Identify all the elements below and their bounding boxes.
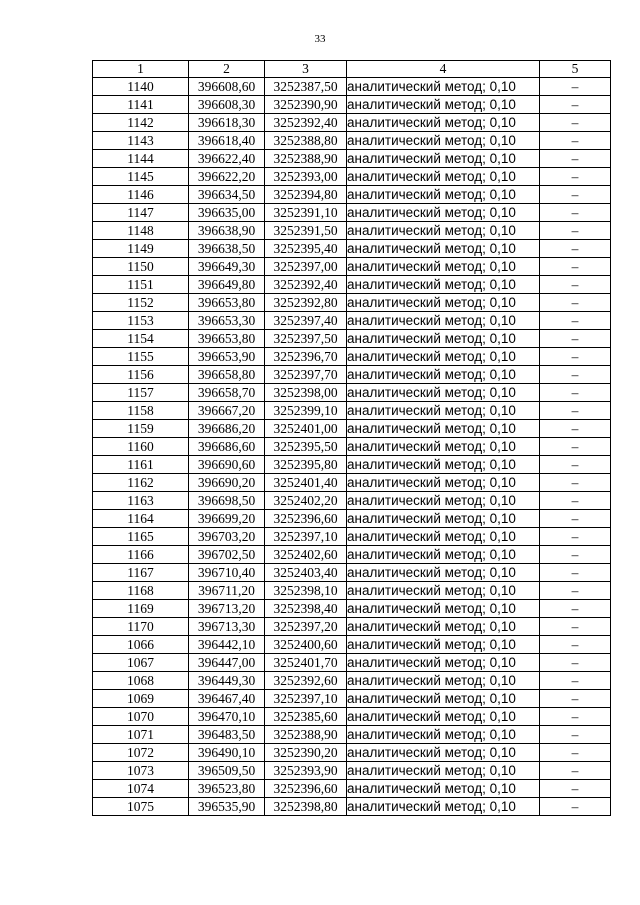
point-number-cell: 1158 [93, 402, 189, 420]
method-accuracy-cell: аналитический метод; 0,10 [347, 798, 540, 816]
method-accuracy-cell: аналитический метод; 0,10 [347, 114, 540, 132]
table-row [93, 618, 611, 636]
x-coordinate-cell: 396490,10 [189, 744, 265, 762]
note-cell: – [540, 420, 611, 438]
x-coordinate-cell: 396658,70 [189, 384, 265, 402]
note-cell: – [540, 492, 611, 510]
table-row [93, 240, 611, 258]
method-accuracy-cell: аналитический метод; 0,10 [347, 384, 540, 402]
method-accuracy-cell: аналитический метод; 0,10 [347, 654, 540, 672]
x-coordinate-cell: 396638,90 [189, 222, 265, 240]
method-accuracy-cell: аналитический метод; 0,10 [347, 672, 540, 690]
x-coordinate-cell: 396690,20 [189, 474, 265, 492]
table-row [93, 402, 611, 420]
note-cell: – [540, 546, 611, 564]
note-cell: – [540, 132, 611, 150]
method-accuracy-cell: аналитический метод; 0,10 [347, 132, 540, 150]
column-header-4: 4 [347, 61, 540, 78]
page-number: 33 [314, 33, 326, 45]
y-coordinate-cell: 3252401,70 [265, 654, 347, 672]
note-cell: – [540, 654, 611, 672]
x-coordinate-cell: 396667,20 [189, 402, 265, 420]
table-row [93, 582, 611, 600]
table-row [93, 222, 611, 240]
x-coordinate-cell: 396698,50 [189, 492, 265, 510]
y-coordinate-cell: 3252388,80 [265, 132, 347, 150]
table-row [93, 600, 611, 618]
point-number-cell: 1161 [93, 456, 189, 474]
y-coordinate-cell: 3252397,40 [265, 312, 347, 330]
point-number-cell: 1141 [93, 96, 189, 114]
x-coordinate-cell: 396702,50 [189, 546, 265, 564]
y-coordinate-cell: 3252397,10 [265, 690, 347, 708]
table-row [93, 672, 611, 690]
method-accuracy-cell: аналитический метод; 0,10 [347, 600, 540, 618]
point-number-cell: 1154 [93, 330, 189, 348]
point-number-cell: 1144 [93, 150, 189, 168]
table-row [93, 420, 611, 438]
y-coordinate-cell: 3252392,80 [265, 294, 347, 312]
point-number-cell: 1071 [93, 726, 189, 744]
point-number-cell: 1156 [93, 366, 189, 384]
point-number-cell: 1159 [93, 420, 189, 438]
method-accuracy-cell: аналитический метод; 0,10 [347, 312, 540, 330]
x-coordinate-cell: 396467,40 [189, 690, 265, 708]
method-accuracy-cell: аналитический метод; 0,10 [347, 276, 540, 294]
x-coordinate-cell: 396686,20 [189, 420, 265, 438]
method-accuracy-cell: аналитический метод; 0,10 [347, 204, 540, 222]
note-cell: – [540, 726, 611, 744]
y-coordinate-cell: 3252388,90 [265, 726, 347, 744]
coordinates-table [92, 60, 611, 816]
table-row [93, 258, 611, 276]
note-cell: – [540, 690, 611, 708]
x-coordinate-cell: 396713,20 [189, 600, 265, 618]
table-row [93, 204, 611, 222]
point-number-cell: 1145 [93, 168, 189, 186]
method-accuracy-cell: аналитический метод; 0,10 [347, 492, 540, 510]
table-row [93, 546, 611, 564]
note-cell: – [540, 114, 611, 132]
x-coordinate-cell: 396447,00 [189, 654, 265, 672]
table-row [93, 474, 611, 492]
table-row [93, 132, 611, 150]
x-coordinate-cell: 396638,50 [189, 240, 265, 258]
table-row [93, 294, 611, 312]
table-row [93, 744, 611, 762]
note-cell: – [540, 600, 611, 618]
x-coordinate-cell: 396535,90 [189, 798, 265, 816]
method-accuracy-cell: аналитический метод; 0,10 [347, 240, 540, 258]
x-coordinate-cell: 396523,80 [189, 780, 265, 798]
note-cell: – [540, 312, 611, 330]
point-number-cell: 1146 [93, 186, 189, 204]
y-coordinate-cell: 3252393,00 [265, 168, 347, 186]
note-cell: – [540, 618, 611, 636]
table-row [93, 78, 611, 96]
table-row [93, 564, 611, 582]
method-accuracy-cell: аналитический метод; 0,10 [347, 456, 540, 474]
point-number-cell: 1140 [93, 78, 189, 96]
method-accuracy-cell: аналитический метод; 0,10 [347, 762, 540, 780]
note-cell: – [540, 258, 611, 276]
table-row [93, 726, 611, 744]
x-coordinate-cell: 396483,50 [189, 726, 265, 744]
method-accuracy-cell: аналитический метод; 0,10 [347, 636, 540, 654]
note-cell: – [540, 798, 611, 816]
method-accuracy-cell: аналитический метод; 0,10 [347, 546, 540, 564]
note-cell: – [540, 780, 611, 798]
x-coordinate-cell: 396449,30 [189, 672, 265, 690]
y-coordinate-cell: 3252396,60 [265, 510, 347, 528]
note-cell: – [540, 78, 611, 96]
column-header-5: 5 [540, 61, 611, 78]
method-accuracy-cell: аналитический метод; 0,10 [347, 510, 540, 528]
y-coordinate-cell: 3252401,00 [265, 420, 347, 438]
point-number-cell: 1162 [93, 474, 189, 492]
note-cell: – [540, 762, 611, 780]
x-coordinate-cell: 396658,80 [189, 366, 265, 384]
point-number-cell: 1069 [93, 690, 189, 708]
x-coordinate-cell: 396649,30 [189, 258, 265, 276]
x-coordinate-cell: 396699,20 [189, 510, 265, 528]
table-row [93, 510, 611, 528]
y-coordinate-cell: 3252397,00 [265, 258, 347, 276]
x-coordinate-cell: 396653,30 [189, 312, 265, 330]
y-coordinate-cell: 3252393,90 [265, 762, 347, 780]
note-cell: – [540, 510, 611, 528]
method-accuracy-cell: аналитический метод; 0,10 [347, 780, 540, 798]
x-coordinate-cell: 396608,30 [189, 96, 265, 114]
point-number-cell: 1165 [93, 528, 189, 546]
point-number-cell: 1153 [93, 312, 189, 330]
note-cell: – [540, 348, 611, 366]
table-row [93, 654, 611, 672]
column-header-3: 3 [265, 61, 347, 78]
y-coordinate-cell: 3252398,40 [265, 600, 347, 618]
point-number-cell: 1167 [93, 564, 189, 582]
point-number-cell: 1152 [93, 294, 189, 312]
x-coordinate-cell: 396653,80 [189, 330, 265, 348]
y-coordinate-cell: 3252398,00 [265, 384, 347, 402]
y-coordinate-cell: 3252403,40 [265, 564, 347, 582]
y-coordinate-cell: 3252391,50 [265, 222, 347, 240]
note-cell: – [540, 528, 611, 546]
table-row [93, 636, 611, 654]
method-accuracy-cell: аналитический метод; 0,10 [347, 726, 540, 744]
x-coordinate-cell: 396710,40 [189, 564, 265, 582]
method-accuracy-cell: аналитический метод; 0,10 [347, 528, 540, 546]
x-coordinate-cell: 396608,60 [189, 78, 265, 96]
note-cell: – [540, 672, 611, 690]
point-number-cell: 1075 [93, 798, 189, 816]
y-coordinate-cell: 3252399,10 [265, 402, 347, 420]
y-coordinate-cell: 3252397,20 [265, 618, 347, 636]
y-coordinate-cell: 3252388,90 [265, 150, 347, 168]
note-cell: – [540, 402, 611, 420]
table-row [93, 150, 611, 168]
point-number-cell: 1068 [93, 672, 189, 690]
method-accuracy-cell: аналитический метод; 0,10 [347, 744, 540, 762]
x-coordinate-cell: 396690,60 [189, 456, 265, 474]
note-cell: – [540, 474, 611, 492]
method-accuracy-cell: аналитический метод; 0,10 [347, 330, 540, 348]
table-row [93, 456, 611, 474]
table-row [93, 528, 611, 546]
method-accuracy-cell: аналитический метод; 0,10 [347, 150, 540, 168]
x-coordinate-cell: 396649,80 [189, 276, 265, 294]
method-accuracy-cell: аналитический метод; 0,10 [347, 78, 540, 96]
note-cell: – [540, 96, 611, 114]
y-coordinate-cell: 3252391,10 [265, 204, 347, 222]
method-accuracy-cell: аналитический метод; 0,10 [347, 294, 540, 312]
method-accuracy-cell: аналитический метод; 0,10 [347, 618, 540, 636]
table-row [93, 114, 611, 132]
table-row [93, 492, 611, 510]
note-cell: – [540, 582, 611, 600]
point-number-cell: 1073 [93, 762, 189, 780]
table-row [93, 690, 611, 708]
note-cell: – [540, 294, 611, 312]
y-coordinate-cell: 3252401,40 [265, 474, 347, 492]
note-cell: – [540, 564, 611, 582]
y-coordinate-cell: 3252396,60 [265, 780, 347, 798]
method-accuracy-cell: аналитический метод; 0,10 [347, 168, 540, 186]
y-coordinate-cell: 3252394,80 [265, 186, 347, 204]
note-cell: – [540, 150, 611, 168]
y-coordinate-cell: 3252392,60 [265, 672, 347, 690]
table-row [93, 798, 611, 816]
table-row [93, 312, 611, 330]
table-body [93, 78, 611, 816]
method-accuracy-cell: аналитический метод; 0,10 [347, 474, 540, 492]
method-accuracy-cell: аналитический метод; 0,10 [347, 708, 540, 726]
table-header-row [93, 61, 611, 78]
point-number-cell: 1142 [93, 114, 189, 132]
x-coordinate-cell: 396622,20 [189, 168, 265, 186]
y-coordinate-cell: 3252385,60 [265, 708, 347, 726]
x-coordinate-cell: 396713,30 [189, 618, 265, 636]
method-accuracy-cell: аналитический метод; 0,10 [347, 438, 540, 456]
note-cell: – [540, 204, 611, 222]
column-header-2: 2 [189, 61, 265, 78]
x-coordinate-cell: 396622,40 [189, 150, 265, 168]
point-number-cell: 1170 [93, 618, 189, 636]
note-cell: – [540, 222, 611, 240]
note-cell: – [540, 744, 611, 762]
note-cell: – [540, 366, 611, 384]
point-number-cell: 1143 [93, 132, 189, 150]
point-number-cell: 1151 [93, 276, 189, 294]
point-number-cell: 1066 [93, 636, 189, 654]
x-coordinate-cell: 396653,80 [189, 294, 265, 312]
y-coordinate-cell: 3252390,20 [265, 744, 347, 762]
y-coordinate-cell: 3252397,10 [265, 528, 347, 546]
point-number-cell: 1168 [93, 582, 189, 600]
point-number-cell: 1169 [93, 600, 189, 618]
y-coordinate-cell: 3252402,20 [265, 492, 347, 510]
method-accuracy-cell: аналитический метод; 0,10 [347, 348, 540, 366]
x-coordinate-cell: 396686,60 [189, 438, 265, 456]
point-number-cell: 1148 [93, 222, 189, 240]
x-coordinate-cell: 396442,10 [189, 636, 265, 654]
y-coordinate-cell: 3252397,50 [265, 330, 347, 348]
point-number-cell: 1072 [93, 744, 189, 762]
table-row [93, 96, 611, 114]
x-coordinate-cell: 396711,20 [189, 582, 265, 600]
y-coordinate-cell: 3252398,10 [265, 582, 347, 600]
y-coordinate-cell: 3252390,90 [265, 96, 347, 114]
table-row [93, 186, 611, 204]
point-number-cell: 1163 [93, 492, 189, 510]
y-coordinate-cell: 3252400,60 [265, 636, 347, 654]
method-accuracy-cell: аналитический метод; 0,10 [347, 402, 540, 420]
x-coordinate-cell: 396618,30 [189, 114, 265, 132]
table-row [93, 708, 611, 726]
y-coordinate-cell: 3252398,80 [265, 798, 347, 816]
point-number-cell: 1164 [93, 510, 189, 528]
method-accuracy-cell: аналитический метод; 0,10 [347, 582, 540, 600]
x-coordinate-cell: 396653,90 [189, 348, 265, 366]
method-accuracy-cell: аналитический метод; 0,10 [347, 564, 540, 582]
note-cell: – [540, 186, 611, 204]
note-cell: – [540, 240, 611, 258]
y-coordinate-cell: 3252392,40 [265, 114, 347, 132]
x-coordinate-cell: 396703,20 [189, 528, 265, 546]
method-accuracy-cell: аналитический метод; 0,10 [347, 420, 540, 438]
table-row [93, 276, 611, 294]
point-number-cell: 1155 [93, 348, 189, 366]
x-coordinate-cell: 396470,10 [189, 708, 265, 726]
x-coordinate-cell: 396635,00 [189, 204, 265, 222]
method-accuracy-cell: аналитический метод; 0,10 [347, 258, 540, 276]
table-row [93, 384, 611, 402]
note-cell: – [540, 384, 611, 402]
y-coordinate-cell: 3252402,60 [265, 546, 347, 564]
table-row [93, 762, 611, 780]
table-row [93, 438, 611, 456]
table-row [93, 168, 611, 186]
note-cell: – [540, 636, 611, 654]
point-number-cell: 1074 [93, 780, 189, 798]
point-number-cell: 1070 [93, 708, 189, 726]
point-number-cell: 1067 [93, 654, 189, 672]
x-coordinate-cell: 396509,50 [189, 762, 265, 780]
method-accuracy-cell: аналитический метод; 0,10 [347, 96, 540, 114]
note-cell: – [540, 456, 611, 474]
point-number-cell: 1147 [93, 204, 189, 222]
y-coordinate-cell: 3252395,50 [265, 438, 347, 456]
y-coordinate-cell: 3252397,70 [265, 366, 347, 384]
table-row [93, 330, 611, 348]
method-accuracy-cell: аналитический метод; 0,10 [347, 690, 540, 708]
y-coordinate-cell: 3252392,40 [265, 276, 347, 294]
y-coordinate-cell: 3252395,40 [265, 240, 347, 258]
point-number-cell: 1160 [93, 438, 189, 456]
point-number-cell: 1157 [93, 384, 189, 402]
method-accuracy-cell: аналитический метод; 0,10 [347, 366, 540, 384]
table-row [93, 780, 611, 798]
note-cell: – [540, 168, 611, 186]
note-cell: – [540, 438, 611, 456]
note-cell: – [540, 708, 611, 726]
table-row [93, 366, 611, 384]
method-accuracy-cell: аналитический метод; 0,10 [347, 186, 540, 204]
method-accuracy-cell: аналитический метод; 0,10 [347, 222, 540, 240]
y-coordinate-cell: 3252387,50 [265, 78, 347, 96]
note-cell: – [540, 330, 611, 348]
note-cell: – [540, 276, 611, 294]
point-number-cell: 1166 [93, 546, 189, 564]
x-coordinate-cell: 396618,40 [189, 132, 265, 150]
y-coordinate-cell: 3252396,70 [265, 348, 347, 366]
point-number-cell: 1149 [93, 240, 189, 258]
y-coordinate-cell: 3252395,80 [265, 456, 347, 474]
column-header-1: 1 [93, 61, 189, 78]
table-row [93, 348, 611, 366]
x-coordinate-cell: 396634,50 [189, 186, 265, 204]
point-number-cell: 1150 [93, 258, 189, 276]
